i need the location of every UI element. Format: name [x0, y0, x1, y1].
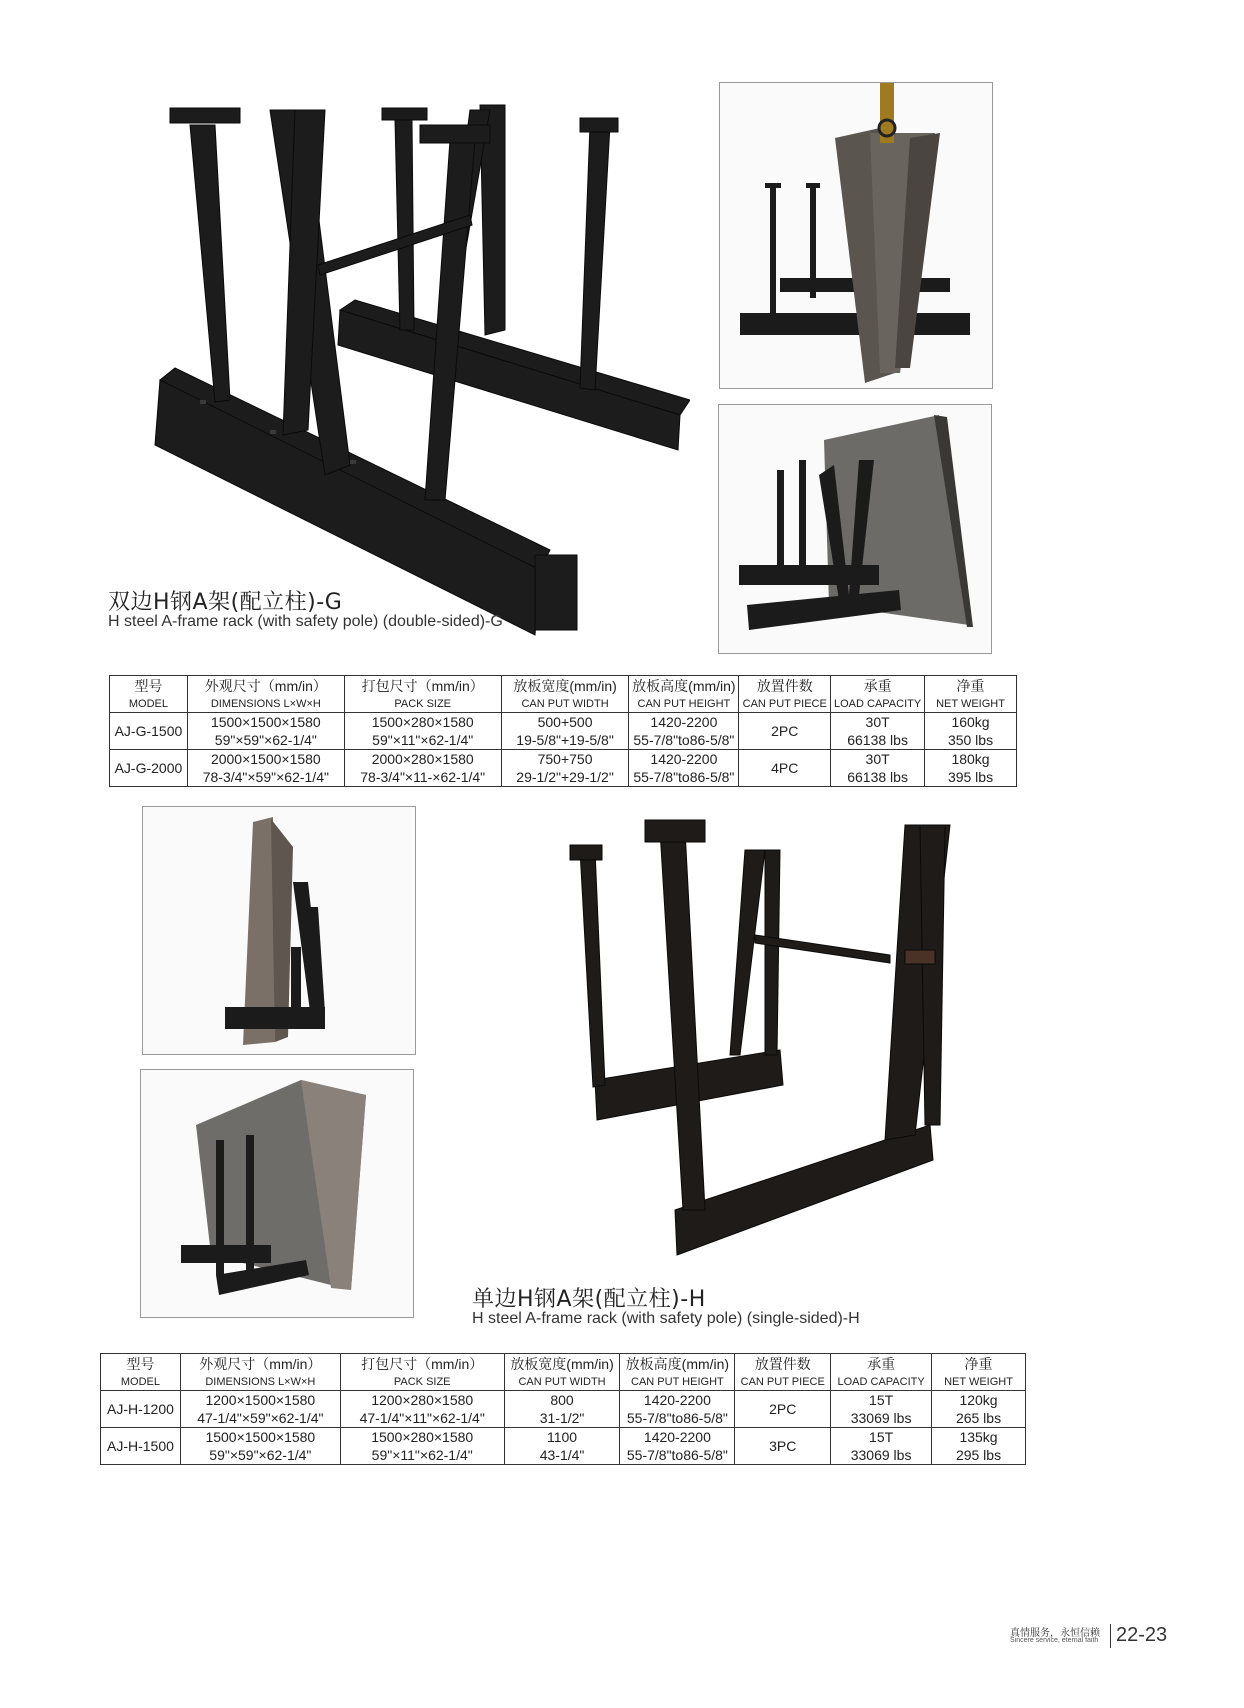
- cell-put-height: 1420-2200 55-7/8"to86-5/8": [629, 713, 739, 750]
- table-header-row: [110, 676, 1017, 713]
- cell-pack-size: 1500×280×1580 59"×11"×62-1/4": [340, 1428, 504, 1465]
- header-put-height: 放板高度(mm/in) CAN PUT HEIGHT: [620, 1354, 735, 1391]
- cell-put-height: 1420-2200 55-7/8"to86-5/8": [620, 1428, 735, 1465]
- cell-dimensions: 1500×1500×1580 59"×59"×62-1/4": [180, 1428, 340, 1465]
- table-row: [110, 713, 1017, 750]
- cell-load-capacity: 30T 66138 lbs: [831, 750, 925, 787]
- rack-h-photo-loaded-slab: [140, 1069, 414, 1318]
- header-load-capacity: 承重 LOAD CAPACITY: [831, 1354, 932, 1391]
- page-number: 22-23: [1116, 1624, 1168, 1646]
- cell-model: AJ-G-2000: [110, 750, 188, 787]
- cell-put-width: 750+750 29-1/2"+29-1/2": [501, 750, 629, 787]
- rack-g-photo-hoisted-slabs: [719, 82, 993, 389]
- cell-net-weight: 160kg 350 lbs: [925, 713, 1017, 750]
- cell-dimensions: 1500×1500×1580 59"×59"×62-1/4": [187, 713, 344, 750]
- spec-table-g: [109, 675, 1017, 787]
- header-pack-size: 打包尺寸（mm/in） PACK SIZE: [340, 1354, 504, 1391]
- header-put-width: 放板宽度(mm/in) CAN PUT WIDTH: [504, 1354, 620, 1391]
- cell-load-capacity: 15T 33069 lbs: [831, 1391, 932, 1428]
- rack-g-photo-loaded-slab: [718, 404, 992, 654]
- cell-put-width: 800 31-1/2": [504, 1391, 620, 1428]
- cell-dimensions: 2000×1500×1580 78-3/4"×59"×62-1/4": [187, 750, 344, 787]
- rack-g-main-image: [150, 100, 690, 640]
- header-put-width: 放板宽度(mm/in) CAN PUT WIDTH: [501, 676, 629, 713]
- cell-put-height: 1420-2200 55-7/8"to86-5/8": [620, 1391, 735, 1428]
- header-net-weight: 净重 NET WEIGHT: [932, 1354, 1026, 1391]
- cell-pack-size: 1500×280×1580 59"×11"×62-1/4": [344, 713, 501, 750]
- spec-table-h: [100, 1353, 1026, 1465]
- cell-net-weight: 120kg 265 lbs: [932, 1391, 1026, 1428]
- header-model: 型号 MODEL: [101, 1354, 181, 1391]
- cell-put-piece: 3PC: [735, 1428, 831, 1465]
- cell-model: AJ-G-1500: [110, 713, 188, 750]
- header-put-height: 放板高度(mm/in) CAN PUT HEIGHT: [629, 676, 739, 713]
- cell-load-capacity: 30T 66138 lbs: [831, 713, 925, 750]
- section-g-title-cn: 双边H钢A架(配立柱)-G: [108, 590, 343, 615]
- header-load-capacity: 承重 LOAD CAPACITY: [831, 676, 925, 713]
- table-header-row: [101, 1354, 1026, 1391]
- header-put-piece: 放置件数 CAN PUT PIECE: [739, 676, 831, 713]
- header-dimensions: 外观尺寸（mm/in） DIMENSIONS L×W×H: [187, 676, 344, 713]
- table-row: [101, 1391, 1026, 1428]
- cell-pack-size: 2000×280×1580 78-3/4"×11-×62-1/4": [344, 750, 501, 787]
- table-row: [101, 1428, 1026, 1465]
- cell-put-width: 1100 43-1/4": [504, 1428, 620, 1465]
- rack-h-main-image: [565, 815, 955, 1265]
- cell-put-width: 500+500 19-5/8"+19-5/8": [501, 713, 629, 750]
- rack-h-photo-side-slabs: [142, 806, 416, 1055]
- cell-put-piece: 2PC: [739, 713, 831, 750]
- cell-net-weight: 135kg 295 lbs: [932, 1428, 1026, 1465]
- section-g-title-en: H steel A-frame rack (with safety pole) (double-sided)-G: [108, 613, 503, 630]
- header-net-weight: 净重 NET WEIGHT: [925, 676, 1017, 713]
- cell-model: AJ-H-1500: [101, 1428, 181, 1465]
- section-h-title-en: H steel A-frame rack (with safety pole) (single-sided)-H: [472, 1310, 860, 1327]
- footer-slogan-en: Sincere service, eternal faith: [1010, 1637, 1099, 1644]
- cell-pack-size: 1200×280×1580 47-1/4"×11"×62-1/4": [340, 1391, 504, 1428]
- header-dimensions: 外观尺寸（mm/in） DIMENSIONS L×W×H: [180, 1354, 340, 1391]
- table-row: [110, 750, 1017, 787]
- cell-load-capacity: 15T 33069 lbs: [831, 1428, 932, 1465]
- cell-dimensions: 1200×1500×1580 47-1/4"×59"×62-1/4": [180, 1391, 340, 1428]
- cell-put-piece: 2PC: [735, 1391, 831, 1428]
- cell-put-piece: 4PC: [739, 750, 831, 787]
- footer: [1010, 1622, 1170, 1652]
- footer-slogan-cn: 真情服务，永恒信赖: [1010, 1628, 1100, 1639]
- cell-model: AJ-H-1200: [101, 1391, 181, 1428]
- header-put-piece: 放置件数 CAN PUT PIECE: [735, 1354, 831, 1391]
- section-h-title-cn: 单边H钢A架(配立柱)-H: [472, 1287, 706, 1312]
- cell-put-height: 1420-2200 55-7/8"to86-5/8": [629, 750, 739, 787]
- footer-divider: [1110, 1624, 1111, 1648]
- cell-net-weight: 180kg 395 lbs: [925, 750, 1017, 787]
- header-pack-size: 打包尺寸（mm/in） PACK SIZE: [344, 676, 501, 713]
- header-model: 型号 MODEL: [110, 676, 188, 713]
